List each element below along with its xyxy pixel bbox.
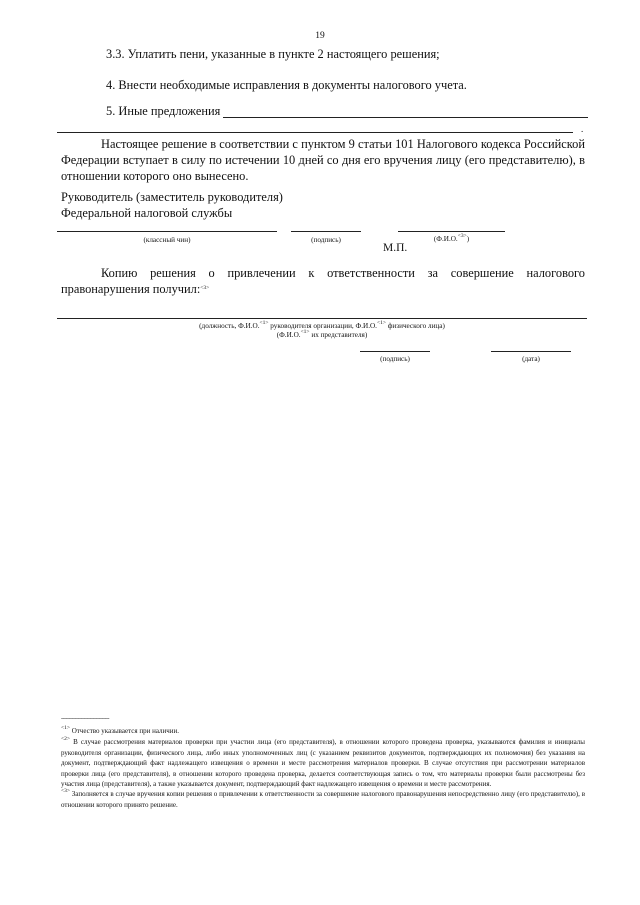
head-title: Руководитель (заместитель руководителя) Федеральной налоговой службы bbox=[61, 190, 283, 220]
item-5: 5. Иные предложения bbox=[106, 104, 221, 118]
full-width-line bbox=[57, 132, 573, 133]
page-number: 19 bbox=[315, 31, 325, 41]
line-end-mark: . bbox=[581, 124, 584, 134]
item-4: 4. Внести необходимые исправления в документы налогового учета. bbox=[106, 78, 467, 92]
other-proposals-line bbox=[223, 117, 588, 118]
footnote-1: $^{<1>}$ Отчество указывается при наличии. bbox=[61, 725, 179, 735]
effect-paragraph: Настоящее решение в соответствии с пунктом 9 статьи 101 Налогового кодекса Российской Федерации вступает в силу по истечении 10 дней со дня его вручения лицу (его представителю), в отношении которого оно вынесено. bbox=[61, 137, 585, 183]
item-3-3: 3.3. Уплатить пени, указанные в пункте 2 настоящего решения; bbox=[106, 47, 440, 61]
receiver-caption-2: (Ф.И.О.$^{<1>}$ их представителя) bbox=[276, 329, 368, 339]
footnotes bbox=[61, 726, 585, 810]
fio-caption: (Ф.И.О.$^{<3>}$) bbox=[433, 233, 470, 243]
footnote-3: $^{<3>}$ Заполняется в случае вручения копии решения о привлечении к ответственности за совершение налогового правонарушения непосредственно лицу (его представителю), в отношении которого принято решение. bbox=[61, 788, 585, 809]
rank-line bbox=[57, 231, 277, 232]
signature-line bbox=[291, 231, 361, 232]
receiver-signature-caption: (подпись) bbox=[380, 355, 410, 363]
date-caption: (дата) bbox=[522, 355, 540, 363]
copy-paragraph: Копию решения о привлечении к ответственности за совершение налогового правонарушения получил:$^{<3>}$ bbox=[61, 266, 585, 296]
footnote-2: $^{<2>}$ В случае рассмотрения материалов проверки при участии лица (его представителя), в отношении которого проведена проверка, указываются фамилия и инициалы руководителя организации, физического лица, либо иных уполномоченных лиц (с указанием реквизитов документов, подтверждающих их полномочия) без указания на документ, подтверждающий факт надлежащего извещения о времени и месте рассмотрения материалов проверки. В случае отсутствия при рассмотрении материалов проверки лица (его представителя), в отношении которого проведена проверка, делается соответствующая запись о том, что материалы проверки были рассмотрены без участия лица (представителя), а также указывается документ, подтверждающий факт надлежащего извещения о времени и месте рассмотрения. bbox=[61, 736, 585, 789]
stamp-label: М.П. bbox=[383, 242, 408, 254]
date-line bbox=[491, 351, 571, 352]
receiver-signature-line bbox=[360, 351, 430, 352]
receiver-caption: (должность, Ф.И.О.$^{<1>}$ руководителя организации, Ф.И.О.$^{<1>}$ физического лица) bbox=[199, 320, 445, 330]
footnote-separator: -------------------------------- bbox=[61, 716, 109, 722]
rank-caption: (классный чин) bbox=[143, 236, 191, 244]
signature-caption: (подпись) bbox=[311, 236, 341, 244]
receiver-line bbox=[57, 318, 587, 319]
fio-line bbox=[398, 231, 505, 232]
